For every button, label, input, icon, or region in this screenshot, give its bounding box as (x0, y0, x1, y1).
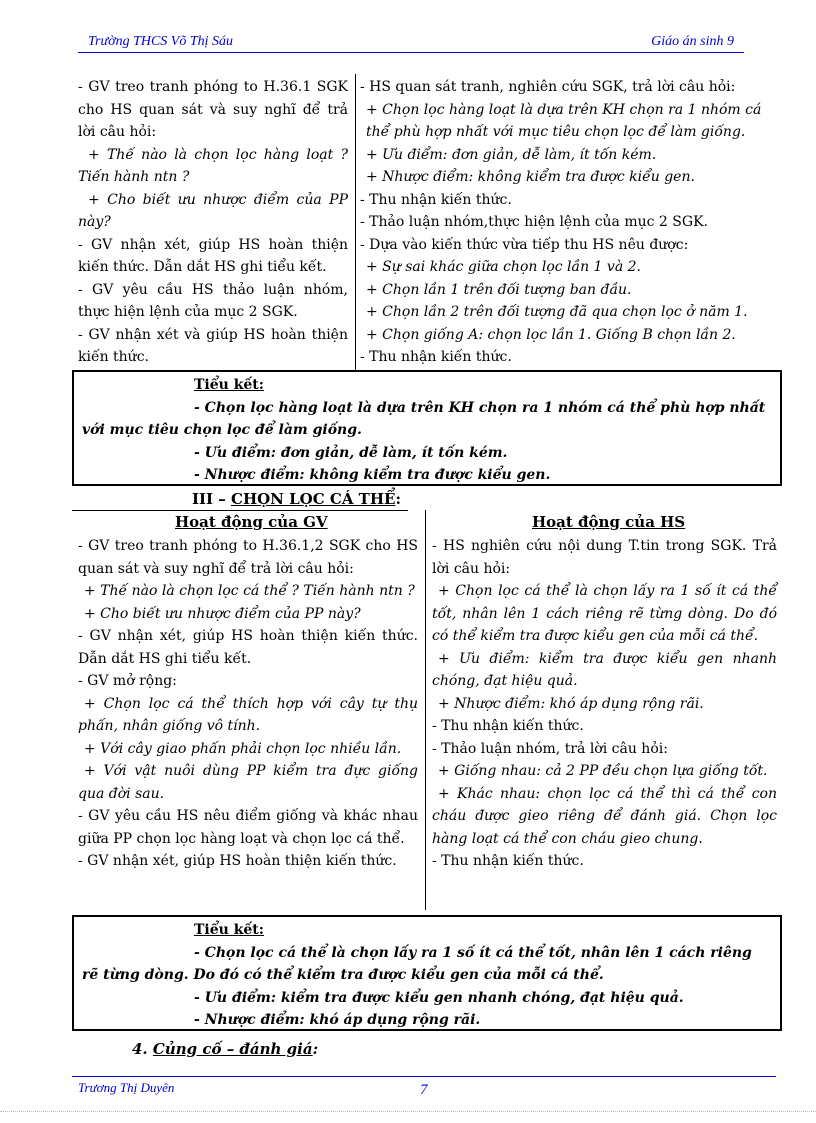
page-edge-dots (0, 1111, 816, 1112)
text-line: + Ưu điểm: kiểm tra được kiểu gen nhanh chóng, đạt hiệu quả. (432, 650, 777, 689)
summary-title: Tiểu kết: (194, 377, 264, 393)
text-line: + Chọn lần 1 trên đối tượng ban đầu. (366, 281, 632, 298)
summary-box-1 (72, 370, 782, 486)
table2-top-rule (72, 510, 408, 511)
text-line: + Chọn lọc cá thể là chọn lấy ra 1 số ít cá thể tốt, nhân lên 1 cách riêng rẽ từng dòng. Do đó có thể kiểm tra được kiểu gen của mỗi cá thể. (432, 583, 777, 644)
summary-line: - Chọn lọc hàng loạt là dựa trên KH chọn ra 1 nhóm cá thể phù hợp nhất với mục tiêu chọn lọc để làm giống. (82, 399, 766, 438)
table1-divider (355, 74, 356, 370)
text-line: - Thảo luận nhóm,thực hiện lệnh của mục 2 SGK. (360, 214, 708, 230)
column-header-hs: Hoạt động của HS (532, 513, 686, 531)
page-header (78, 34, 744, 53)
text-line: - GV yêu cầu HS nêu điểm giống và khác nhau giữa PP chọn lọc hàng loạt và chọn lọc cá thể. (78, 808, 418, 847)
text-line: - Thu nhận kiến thức. (432, 718, 584, 734)
text-line: - GV nhận xét, giúp HS hoàn thiện kiến thức. (78, 853, 397, 869)
text-line: + Nhược điểm: khó áp dụng rộng rãi. (438, 695, 704, 712)
table1-hs-column (360, 76, 780, 369)
text-line: + Chọn giống A: chọn lọc lần 1. Giống B chọn lần 2. (366, 326, 736, 343)
text-line: - Thu nhận kiến thức. (360, 191, 512, 208)
text-line: - HS quan sát tranh, nghiên cứu SGK, trả lời câu hỏi: (360, 79, 736, 95)
text-line: - Dựa vào kiến thức vừa tiếp thu HS nêu được: (360, 236, 689, 253)
text-line: + Chọn lần 2 trên đối tượng đã qua chọn lọc ở năm 1. (366, 304, 748, 320)
table2-hs-column (432, 535, 777, 873)
summary-line: - Nhược điểm: khó áp dụng rộng rãi. (194, 1012, 481, 1028)
table1-gv-column (78, 76, 348, 369)
column-header-gv: Hoạt động của GV (175, 513, 328, 531)
text-line: - GV nhận xét, giúp HS hoàn thiện kiến thức. Dẫn dắt HS ghi tiểu kết. (78, 236, 348, 275)
text-line: - Thu nhận kiến thức. (432, 853, 584, 869)
text-line: - Thu nhận kiến thức. (360, 349, 512, 365)
text-line: + Chọn lọc cá thể thích hợp với cây tự thụ phấn, nhân giống vô tính. (78, 695, 418, 734)
text-line: - HS nghiên cứu nội dung T.tin trong SGK. Trả lời câu hỏi: (432, 538, 777, 577)
text-line: - Thảo luận nhóm, trả lời câu hỏi: (432, 740, 668, 757)
summary-title: Tiểu kết: (194, 922, 264, 938)
text-line: - GV nhận xét, giúp HS hoàn thiện kiến thức. Dẫn dắt HS ghi tiểu kết. (78, 628, 418, 667)
page-number: 7 (420, 1082, 428, 1098)
text-line: + Giống nhau: cả 2 PP đều chọn lựa giống tốt. (438, 763, 768, 779)
subject-name: Giáo án sinh 9 (651, 34, 734, 49)
text-line: - GV nhận xét và giúp HS hoàn thiện kiến thức. (78, 326, 348, 365)
text-line: + Sự sai khác giữa chọn lọc lần 1 và 2. (366, 259, 641, 275)
text-line: + Khác nhau: chọn lọc cá thể thì cá thể con cháu được gieo riêng để đánh giá. Chọn lọc hàng loạt cá thể con cháu gieo chung. (432, 785, 777, 847)
summary-box-2 (72, 915, 782, 1031)
author-name: Trương Thị Duyên (78, 1080, 175, 1095)
table2-divider (425, 510, 426, 910)
footer-rule (72, 1076, 776, 1077)
summary-line: - Nhược điểm: không kiểm tra được kiểu gen. (194, 467, 551, 483)
section-heading-4: 4. Củng cố – đánh giá: (132, 1040, 319, 1058)
school-name: Trường THCS Võ Thị Sáu (88, 34, 234, 49)
summary-line: - Ưu điểm: đơn giản, dễ làm, ít tốn kém. (194, 444, 508, 461)
text-line: + Với cây giao phấn phải chọn lọc nhiều lần. (84, 740, 402, 757)
summary-line: - Chọn lọc cá thể là chọn lấy ra 1 số ít cá thể tốt, nhân lên 1 cách riêng rẽ từng dòng. Do đó có thể kiểm tra được kiểu gen của mỗi cá thể. (82, 944, 752, 983)
text-line: + Ưu điểm: đơn giản, dễ làm, ít tốn kém. (366, 146, 657, 163)
text-line: - GV treo tranh phóng to H.36.1 SGK cho HS quan sát và suy nghĩ để trả lời câu hỏi: (78, 79, 348, 140)
summary-line: - Ưu điểm: kiểm tra được kiểu gen nhanh chóng, đạt hiệu quả. (194, 989, 684, 1006)
text-line: + Nhược điểm: không kiểm tra được kiểu gen. (366, 169, 695, 185)
text-line: + Cho biết ưu nhược điểm của PP này? (78, 191, 348, 230)
text-line: + Thế nào là chọn lọc cá thể ? Tiến hành ntn ? (84, 583, 415, 599)
text-line: - GV mở rộng: (78, 673, 177, 689)
section-heading-iii: III – CHỌN LỌC CÁ THỂ: (192, 490, 401, 508)
text-line: - GV treo tranh phóng to H.36.1,2 SGK cho HS quan sát và suy nghĩ để trả lời câu hỏi: (78, 538, 418, 577)
text-line: + Với vật nuôi dùng PP kiểm tra đực giống qua đời sau. (78, 763, 418, 802)
text-line: + Cho biết ưu nhược điểm của PP này? (84, 605, 361, 622)
text-line: + Chọn lọc hàng loạt là dựa trên KH chọn ra 1 nhóm cá thể phù hợp nhất với mục tiêu chọn lọc để làm giống. (366, 101, 762, 140)
text-line: + Thế nào là chọn lọc hàng loạt ? Tiến hành ntn ? (78, 146, 348, 185)
text-line: - GV yêu cầu HS thảo luận nhóm, thực hiện lệnh của mục 2 SGK. (78, 281, 348, 320)
table2-gv-column (78, 535, 418, 873)
